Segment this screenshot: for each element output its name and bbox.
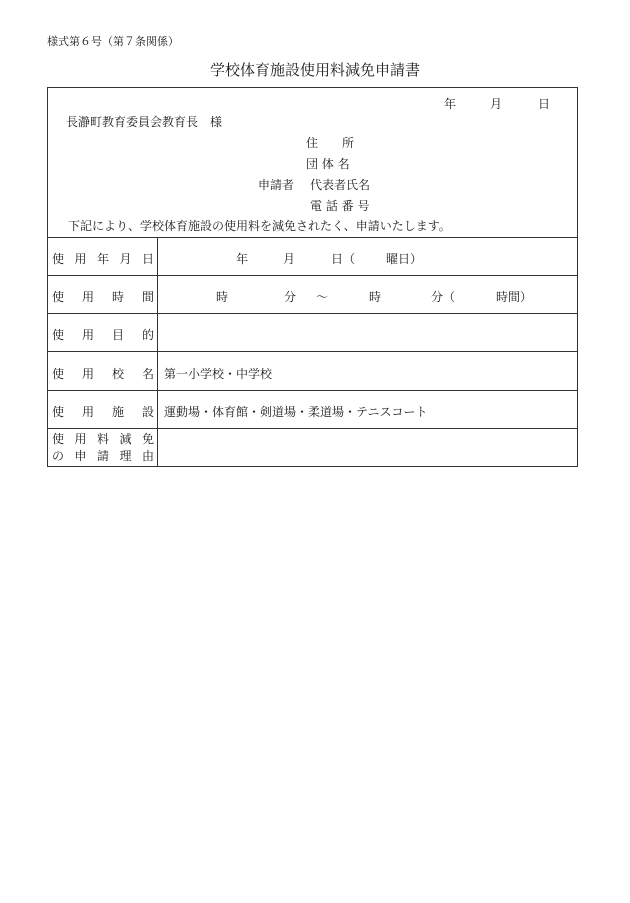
usage-time-label: 使用時間 xyxy=(52,290,154,304)
usage-purpose-label: 使用目的 xyxy=(52,328,154,342)
end-hour[interactable]: 時 xyxy=(369,290,382,304)
reduction-reason-label-line1: 使用料減免 xyxy=(52,432,154,446)
applicant-label: 申請者 xyxy=(258,178,295,192)
start-hour[interactable]: 時 xyxy=(216,290,229,304)
row-divider xyxy=(48,390,577,391)
column-divider xyxy=(157,237,158,466)
usage-date-year[interactable]: 年 xyxy=(236,252,249,266)
usage-date-month[interactable]: 月 xyxy=(283,252,296,266)
applicant-address-label: 住 所 xyxy=(306,136,355,150)
usage-date-weekday[interactable]: 曜日） xyxy=(386,252,423,266)
date-year-label: 年 xyxy=(444,97,457,111)
date-month-label: 月 xyxy=(490,97,503,111)
usage-date-day[interactable]: 日（ xyxy=(331,252,356,266)
addressee: 長瀞町教育委員会教育長 様 xyxy=(66,115,223,129)
facility-label: 使用施設 xyxy=(52,405,154,419)
applicant-group-label: 団 体 名 xyxy=(306,157,350,171)
school-name-label: 使用校名 xyxy=(52,367,154,381)
end-minute[interactable]: 分（ xyxy=(431,290,456,304)
table-top-rule xyxy=(48,237,577,238)
reduction-reason-label-line2: の申請理由 xyxy=(52,449,154,463)
row-divider xyxy=(48,428,577,429)
date-day-label: 日 xyxy=(538,97,551,111)
page-title: 学校体育施設使用料減免申請書 xyxy=(209,61,420,79)
form-number: 様式第６号（第７条関係） xyxy=(47,35,179,48)
application-statement: 下記により、学校体育施設の使用料を減免されたく、申請いたします。 xyxy=(68,219,451,233)
total-hours[interactable]: 時間） xyxy=(496,290,533,304)
application-form xyxy=(47,87,578,467)
row-divider xyxy=(48,275,577,276)
row-divider xyxy=(48,313,577,314)
start-minute[interactable]: 分 xyxy=(284,290,297,304)
school-name-value[interactable]: 第一小学校・中学校 xyxy=(164,367,273,381)
time-range-separator: 〜 xyxy=(316,290,329,304)
usage-date-label: 使用年月日 xyxy=(52,252,154,266)
applicant-representative-label: 代表者氏名 xyxy=(310,178,371,192)
applicant-phone-label: 電 話 番 号 xyxy=(310,199,370,213)
row-divider xyxy=(48,351,577,352)
facility-value[interactable]: 運動場・体育館・剣道場・柔道場・テニスコート xyxy=(164,405,428,419)
